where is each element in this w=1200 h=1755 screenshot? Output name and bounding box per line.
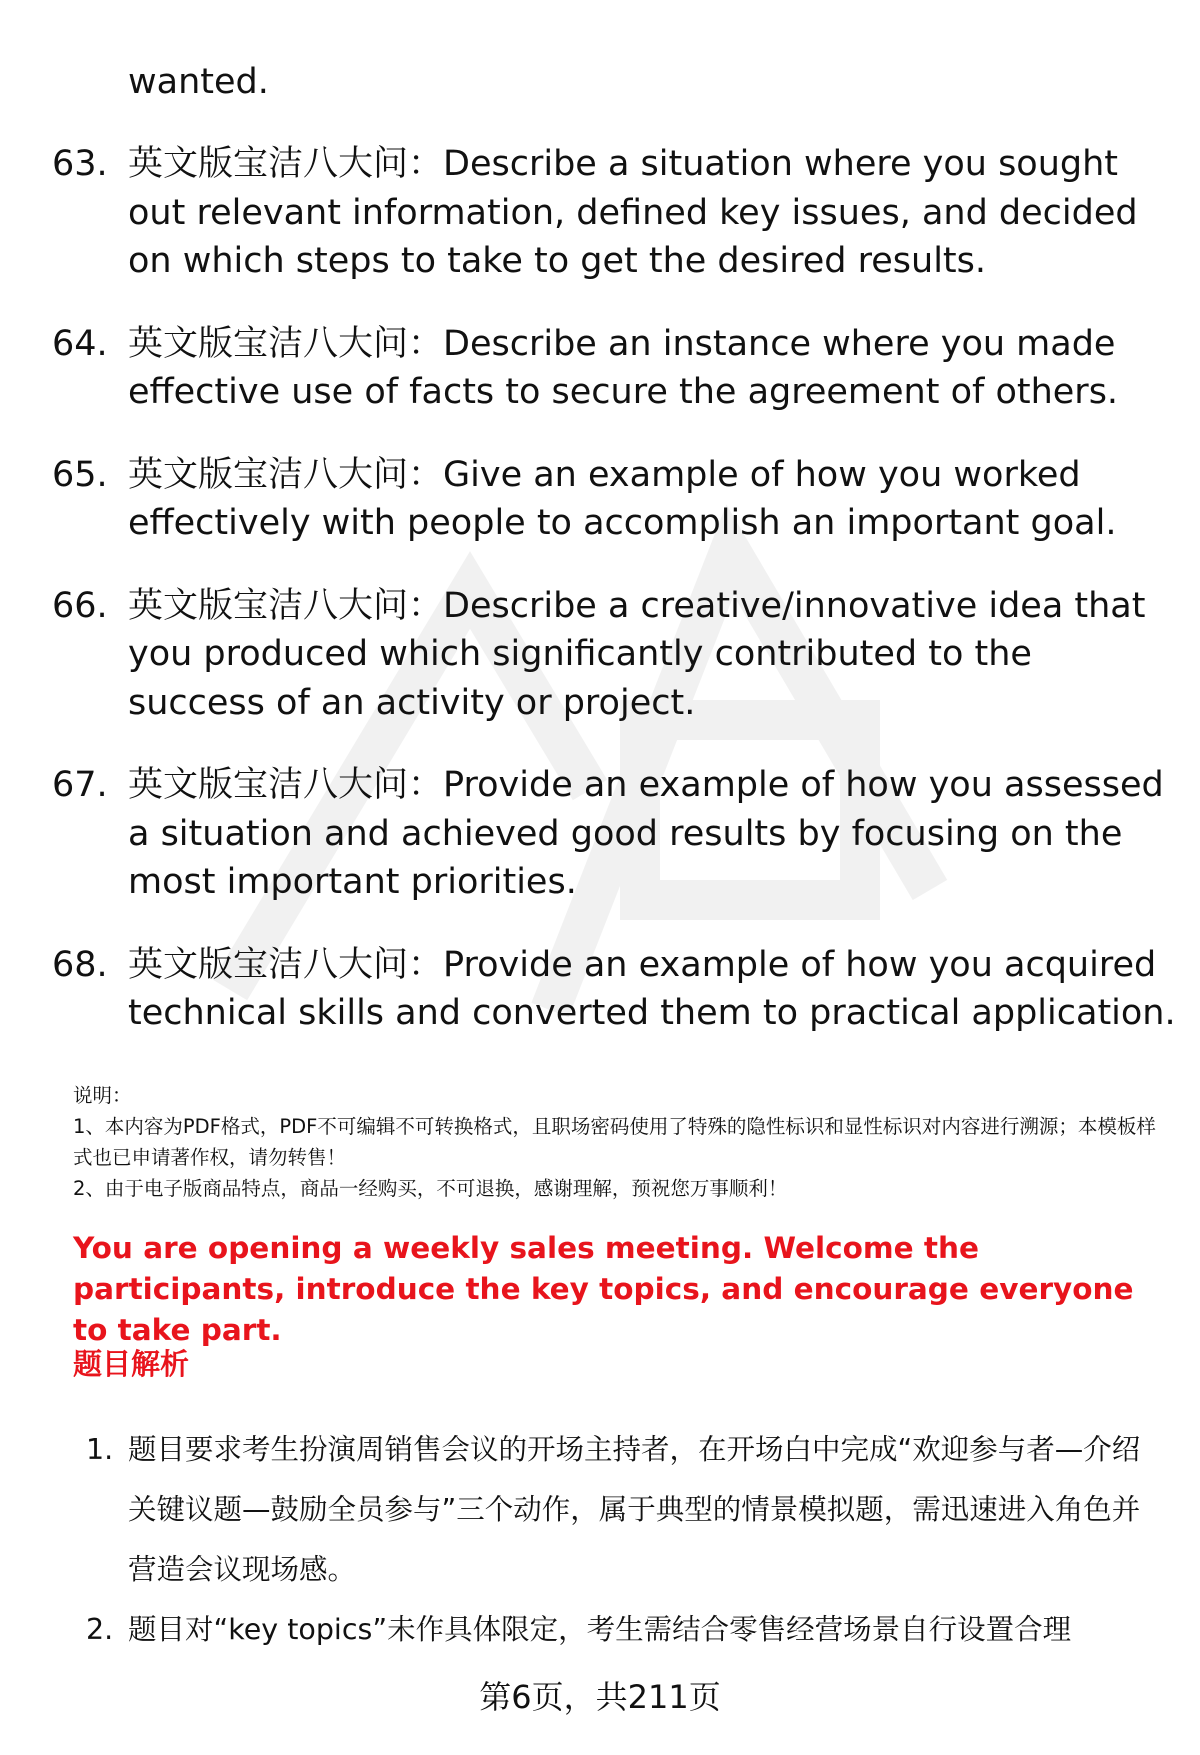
question-item xyxy=(0,451,1200,548)
analysis-item xyxy=(0,1420,1200,1600)
question-prefix: 英文版宝洁八大问： xyxy=(128,144,444,184)
analysis-number: 1. xyxy=(86,1433,114,1466)
question-number: 66. xyxy=(52,585,108,626)
disclaimer-note xyxy=(73,1080,1173,1204)
question-text: Describe an instance where you made effective use of facts to secure the agreement of others. xyxy=(128,323,1119,412)
analysis-item xyxy=(0,1600,1200,1660)
question-item xyxy=(0,582,1200,728)
question-list xyxy=(0,140,1200,1072)
question-prefix: 英文版宝洁八大问： xyxy=(128,454,444,495)
question-item xyxy=(0,140,1200,286)
question-item xyxy=(0,761,1200,907)
question-text: Describe a situation where you sought out relevant information, defined key issues, and decided on which steps to take to get the desired results. xyxy=(128,144,1138,281)
analysis-list xyxy=(0,1420,1200,1660)
question-text: Provide an example of how you acquired technical skills and converted them to practical application. xyxy=(128,944,1176,1033)
analysis-text: 题目对“key topics”未作具体限定，考生需结合零售经营场景自行设置合理 xyxy=(128,1613,1072,1646)
question-item xyxy=(0,941,1200,1038)
note-line: 2、由于电子版商品特点，商品一经购买，不可退换，感谢理解，预祝您万事顺利！ xyxy=(73,1177,788,1200)
analysis-number: 2. xyxy=(86,1613,114,1646)
question-text: Describe a creative/innovative idea that you produced which significantly contributed to the success of an activity or project. xyxy=(128,585,1146,723)
question-text: Give an example of how you worked effectively with people to accomplish an important goal. xyxy=(128,454,1117,543)
question-number: 63. xyxy=(52,144,108,184)
question-prefix: 英文版宝洁八大问： xyxy=(128,944,444,985)
analysis-text: 题目要求考生扮演周销售会议的开场主持者，在开场白中完成“欢迎参与者—介绍关键议题—鼓励全员参与”三个动作，属于典型的情景模拟题，需迅速进入角色并营造会议现场感。 xyxy=(128,1433,1141,1586)
note-line: 1、本内容为PDF格式，PDF不可编辑不可转换格式，且职场密码使用了特殊的隐性标识和显性标识对内容进行溯源；本模板样式也已申请著作权，请勿转售！ xyxy=(73,1115,1156,1169)
question-prefix: 英文版宝洁八大问： xyxy=(128,323,444,364)
exercise-prompt: You are opening a weekly sales meeting. Welcome the participants, introduce the key topics, and encourage everyone to take part. xyxy=(73,1231,1134,1347)
question-prefix: 英文版宝洁八大问： xyxy=(128,765,444,805)
question-number: 64. xyxy=(52,323,108,364)
carry-over-text: wanted. xyxy=(128,62,269,102)
note-title: 说明： xyxy=(73,1084,132,1107)
question-prefix: 英文版宝洁八大问： xyxy=(128,585,444,626)
question-item xyxy=(0,320,1200,417)
question-number: 68. xyxy=(52,944,108,985)
question-text: Provide an example of how you assessed a situation and achieved good results by focusing on the most important priorities. xyxy=(128,765,1164,902)
section-title: 题目解析 xyxy=(73,1347,190,1381)
question-number: 65. xyxy=(52,454,108,495)
question-number: 67. xyxy=(52,765,108,805)
page-footer: 第6页，共211页 xyxy=(479,1678,721,1716)
